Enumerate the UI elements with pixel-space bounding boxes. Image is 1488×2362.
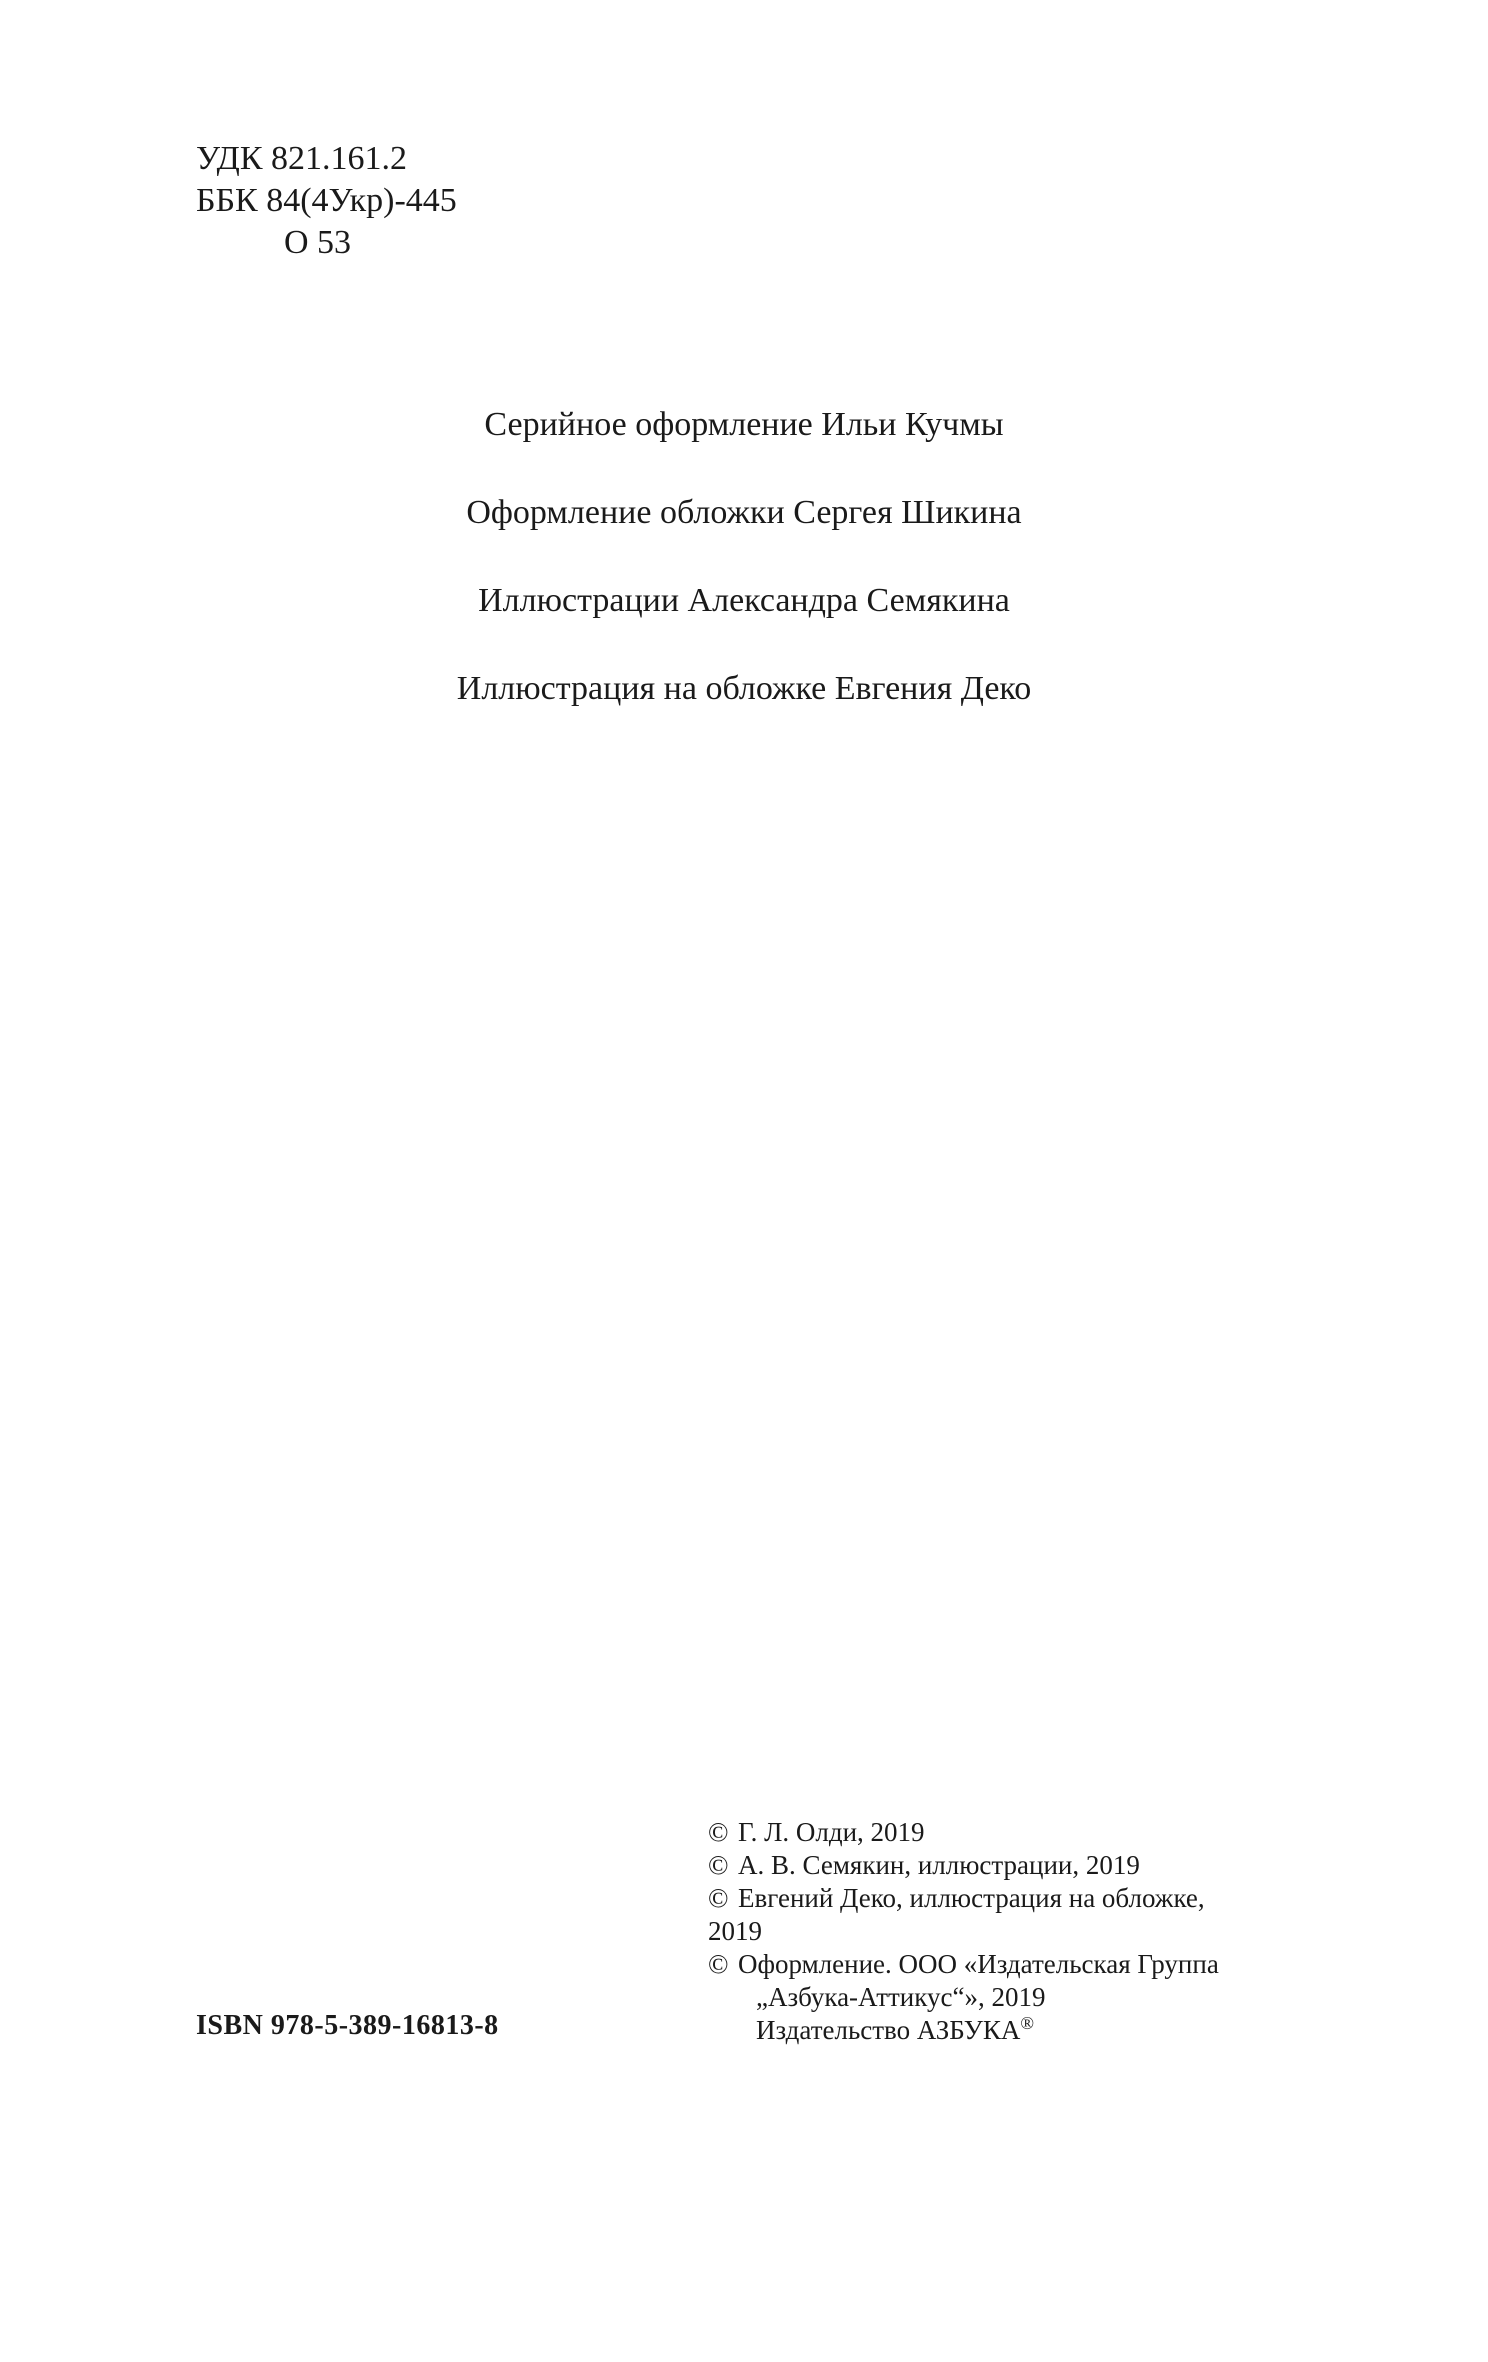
credit-cover-illustration: Иллюстрация на обложке Евгения Деко [456, 670, 1032, 707]
copyright-line: © А. В. Семякин, иллюстрации, 2019 [708, 1850, 1140, 1880]
author-mark: О 53 [284, 224, 352, 261]
publisher-line: Издательство АЗБУКА® [756, 2013, 1035, 2045]
isbn-number: ISBN 978-5-389-16813-8 [196, 2010, 499, 2041]
copyright-symbol: © [708, 1817, 729, 1847]
copyright-block [708, 1816, 1328, 2047]
copyright-line: © Г. Л. Олди, 2019 [708, 1817, 925, 1847]
copyright-symbol: © [708, 1883, 729, 1913]
credit-cover-design: Оформление обложки Сергея Шикина [466, 494, 1022, 531]
copyright-symbol: © [708, 1949, 729, 1979]
registered-mark: ® [1020, 2013, 1035, 2033]
copyright-line: © Евгений Деко, иллюстрация на обложке, [708, 1883, 1205, 1913]
udk-code: УДК 821.161.2 [196, 140, 408, 177]
copyright-line-continuation: „Азбука-Аттикус“», 2019 [756, 1982, 1046, 2012]
credit-series-design: Серийное оформление Ильи Кучмы [484, 406, 1004, 443]
bbk-code: ББК 84(4Укр)-445 [196, 182, 457, 219]
classification-codes [196, 138, 457, 264]
copyright-line: © Оформление. ООО «Издательская Группа [708, 1949, 1219, 1979]
design-credits [0, 404, 1488, 756]
copyright-line-continuation: 2019 [708, 1916, 762, 1946]
credit-illustrations: Иллюстрации Александра Семякина [478, 582, 1010, 619]
copyright-symbol: © [708, 1850, 729, 1880]
